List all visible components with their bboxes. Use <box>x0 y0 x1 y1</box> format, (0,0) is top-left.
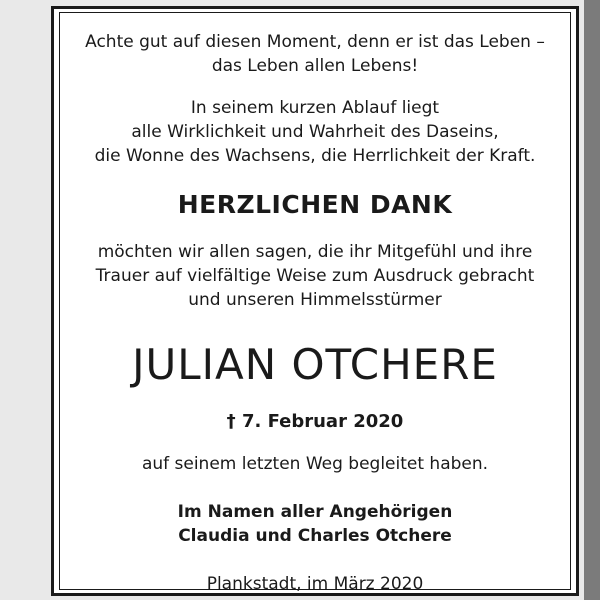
obituary-notice <box>60 12 570 596</box>
poem-line: Achte gut auf diesen Moment, denn er ist das Leben – <box>85 32 545 52</box>
poem-line: das Leben allen Lebens! <box>211 56 419 76</box>
thanks-heading: HERZLICHEN DANK <box>177 190 453 219</box>
deceased-name: JULIAN OTCHERE <box>132 340 498 389</box>
poem-line: In seinem kurzen Ablauf liegt <box>190 98 440 118</box>
place-date <box>60 572 570 596</box>
signoff-names: Claudia und Charles Otchere <box>178 526 452 546</box>
poem-line: alle Wirklichkeit und Wahrheit des Daseins, <box>131 122 499 142</box>
accompany-line: auf seinem letzten Weg begleitet haben. <box>141 454 489 474</box>
signoff <box>60 500 570 548</box>
signoff-line: Im Namen aller Angehörigen <box>177 502 453 522</box>
poem-stanza-2 <box>60 96 570 168</box>
background-strip <box>584 0 600 600</box>
poem-line: die Wonne des Wachsens, die Herrlichkeit der Kraft. <box>94 146 536 166</box>
thanks-line: möchten wir allen sagen, die ihr Mitgefühl und ihre <box>97 242 533 262</box>
accompany-text <box>60 452 570 476</box>
thanks-line: Trauer auf vielfältige Weise zum Ausdruck gebracht <box>95 266 535 286</box>
thanks-line: und unseren Himmelsstürmer <box>188 290 442 310</box>
death-date: † 7. Februar 2020 <box>226 411 404 432</box>
poem-stanza-1 <box>60 30 570 78</box>
thanks-text <box>60 240 570 312</box>
place-date-line: Plankstadt, im März 2020 <box>206 574 424 594</box>
